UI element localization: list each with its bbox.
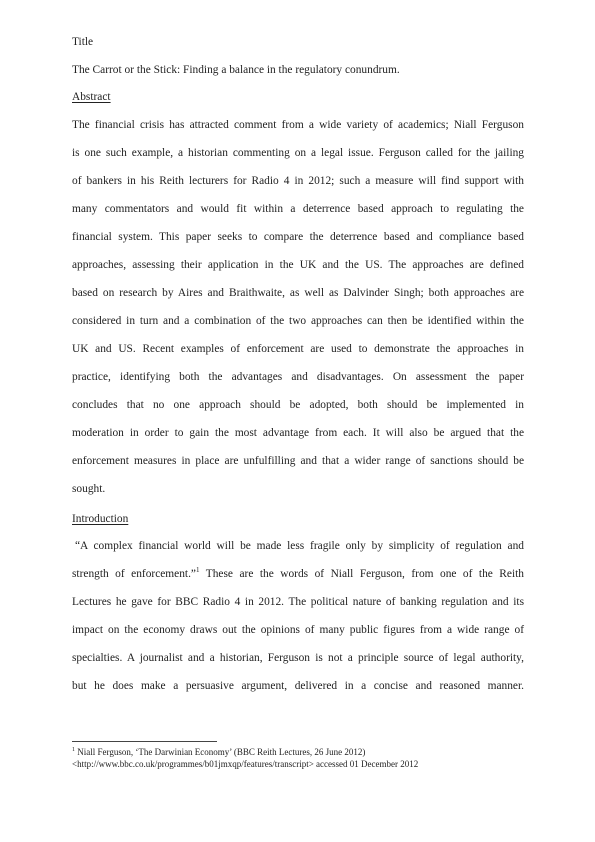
document-page (72, 34, 524, 706)
footnote-marker: 1 (72, 747, 75, 753)
abstract-line: UK and US. Recent examples of enforcement are used to demonstrate the approaches in (72, 343, 524, 355)
abstract-line: approaches, assessing their application in the UK and the US. The approaches are defined (72, 259, 524, 271)
abstract-line: sought. (72, 483, 106, 495)
abstract-body (72, 117, 524, 509)
abstract-line: practice, identifying both the advantages and disadvantages. On assessment the paper (72, 371, 524, 383)
abstract-heading: Abstract (72, 91, 111, 103)
abstract-line: The financial crisis has attracted comment from a wide variety of academics; Niall Ferguson (72, 119, 524, 131)
intro-line-cont: These are the words of Niall Ferguson, from one of the Reith (199, 568, 524, 580)
intro-line (72, 566, 524, 594)
intro-line: “A complex financial world will be made less fragile only by simplicity of regulation and (75, 540, 524, 552)
introduction-heading: Introduction (72, 513, 129, 525)
abstract-line: considered in turn and a combination of the two approaches can then be identified within the (72, 315, 524, 327)
paper-title: The Carrot or the Stick: Finding a balance in the regulatory conundrum. (72, 64, 400, 76)
footnote-url: <http://www.bbc.co.uk/programmes/b01jmxqp/features/transcript> accessed 01 December 2012 (72, 759, 419, 769)
introduction-heading-row (72, 511, 524, 538)
title-heading: Title (72, 36, 94, 48)
abstract-line: of bankers in his Reith lecturers for Radio 4 in 2012; such a measure will find support with (72, 175, 524, 187)
abstract-line: is one such example, a historian commenting on a legal issue. Ferguson called for the jailing (72, 147, 524, 159)
footnote-line (72, 746, 524, 758)
footnote-ref: 1 (196, 566, 200, 575)
footnote-citation: Niall Ferguson, ‘The Darwinian Economy’ (BBC Reith Lectures, 26 June 2012) (75, 747, 366, 757)
intro-line: impact on the economy draws out the opinions of many public figures from a wide range of (72, 624, 524, 636)
introduction-body (72, 538, 524, 706)
abstract-heading-row (72, 89, 524, 117)
footnote (72, 746, 524, 770)
abstract-line: financial system. This paper seeks to compare the deterrence based and compliance based (72, 231, 524, 243)
abstract-line: enforcement measures in place are unfulfilling and that a wider range of sanctions should be (72, 455, 524, 467)
abstract-line: moderation in order to gain the most advantage from each. It will also be argued that the (72, 427, 524, 439)
intro-line: but he does make a persuasive argument, delivered in a concise and reasoned manner. (72, 680, 524, 692)
footnote-separator (72, 741, 217, 742)
abstract-line: concludes that no one approach should be adopted, both should be implemented in (72, 399, 524, 411)
intro-line: Lectures he gave for BBC Radio 4 in 2012. The political nature of banking regulation and its (72, 596, 524, 608)
quote-end: strength of enforcement.” (72, 568, 196, 580)
intro-line: specialties. A journalist and a historian, Ferguson is not a principle source of legal authority, (72, 652, 524, 664)
abstract-line: based on research by Aires and Braithwaite, as well as Dalvinder Singh; both approaches are (72, 287, 524, 299)
abstract-line: many commentators and would fit within a deterrence based approach to regulating the (72, 203, 524, 215)
